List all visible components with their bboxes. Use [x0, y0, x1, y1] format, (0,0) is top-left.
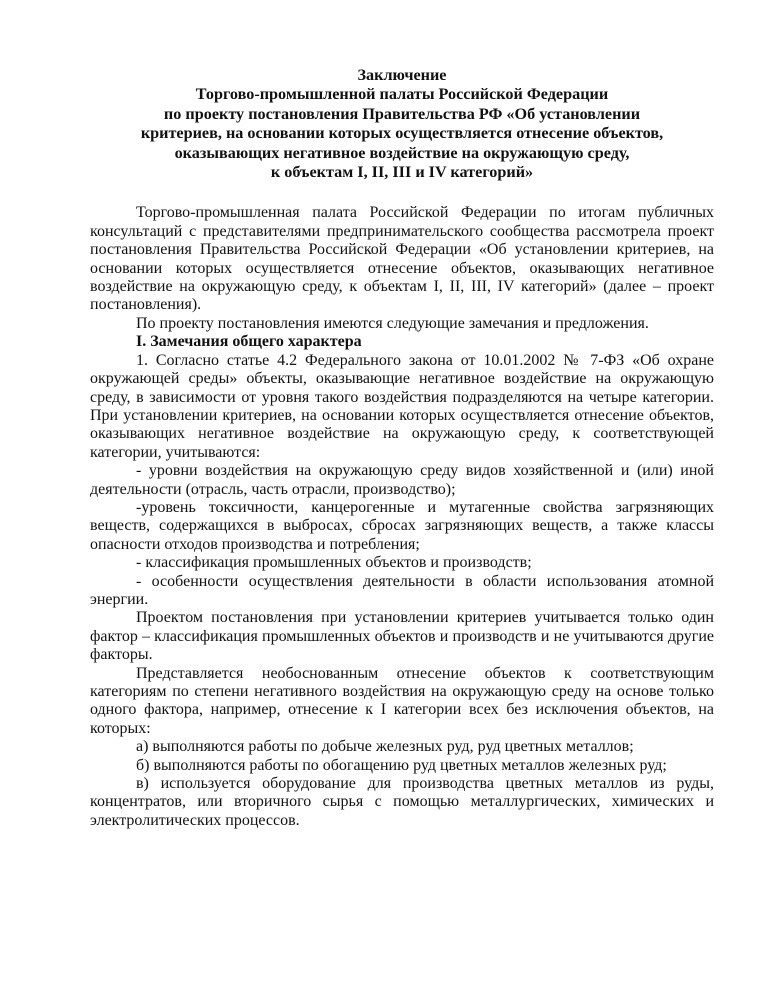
section-heading: I. Замечания общего характера — [136, 333, 362, 351]
document-title — [90, 66, 714, 182]
bullet-4: - особенности осуществления деятельности в области использования атомной энергии. — [90, 572, 714, 608]
document-page — [90, 66, 714, 830]
title-line-2: Торгово-промышленной палаты Российской Федерации — [195, 85, 609, 104]
list-item-b: б) выполняются работы по обогащению руд цветных металлов железных руд; — [136, 756, 667, 774]
title-line-1: Заключение — [357, 66, 447, 84]
title-line-5: оказывающих негативное воздействие на окружающую среду, — [174, 143, 630, 162]
paragraph-single-factor: Проектом постановления при установлении критериев учитывается только один фактор – классификация промышленных объектов и производств и не учитываются другие факторы. — [90, 609, 714, 664]
paragraph-intro: Торгово-промышленная палата Российской Федерации по итогам публичных консультаций с представителями предпринимательского сообщества рассмотрела проект постановления Правительства Российской Федерации «Об установлении критериев, на основании которых осуществляется отнесение объектов, оказывающих негативное воздействие на окружающую среду, к объектам I, II, III, IV категорий» (далее – проект постановления). — [90, 204, 714, 314]
list-item-v: в) используется оборудование для производства цветных металлов из руды, концентратов, или вторичного сырья с помощью металлургических, химических и электролитических процессов. — [90, 775, 714, 829]
bullet-1: - уровни воздействия на окружающую среду видов хозяйственной и (или) иной деятельности (отрасль, часть отрасли, производство); — [90, 462, 714, 498]
paragraph-unfounded: Представляется необоснованным отнесение объектов к соответствующим категориям по степени негативного воздействия на окружающую среду на основе только одного фактора, например, отнесение к I категории всех без исключения объектов, на которых: — [90, 664, 714, 737]
title-line-6: к объектам I, II, III и IV категорий» — [270, 163, 534, 182]
bullet-3: - классификация промышленных объектов и производств; — [136, 554, 532, 572]
title-line-3: по проекту постановления Правительства РФ «Об установлении — [163, 104, 641, 123]
paragraph-remarks-intro: По проекту постановления имеются следующие замечания и предложения. — [136, 314, 649, 332]
bullet-2: -уровень токсичности, канцерогенные и мутагенные свойства загрязняющих веществ, содержащихся в выбросах, сбросах загрязняющих веществ, а также классы опасности отходов производства и потребления; — [90, 498, 714, 553]
document-body — [90, 204, 714, 830]
paragraph-item-1: 1. Согласно статье 4.2 Федерального закона от 10.01.2002 № 7-ФЗ «Об охране окружающей среды» объекты, оказывающие негативное воздействие на окружающую среду, в зависимости от уровня такого воздействия подразделяются на четыре категории. При установлении критериев, на основании которых осуществляется отнесение объектов, оказывающих негативное воздействие на окружающую среду, к соответствующей категории, учитываются: — [90, 351, 714, 461]
title-line-4: критериев, на основании которых осуществляется отнесение объектов, — [140, 124, 664, 143]
list-item-a: а) выполняются работы по добыче железных руд, руд цветных металлов; — [136, 738, 634, 756]
